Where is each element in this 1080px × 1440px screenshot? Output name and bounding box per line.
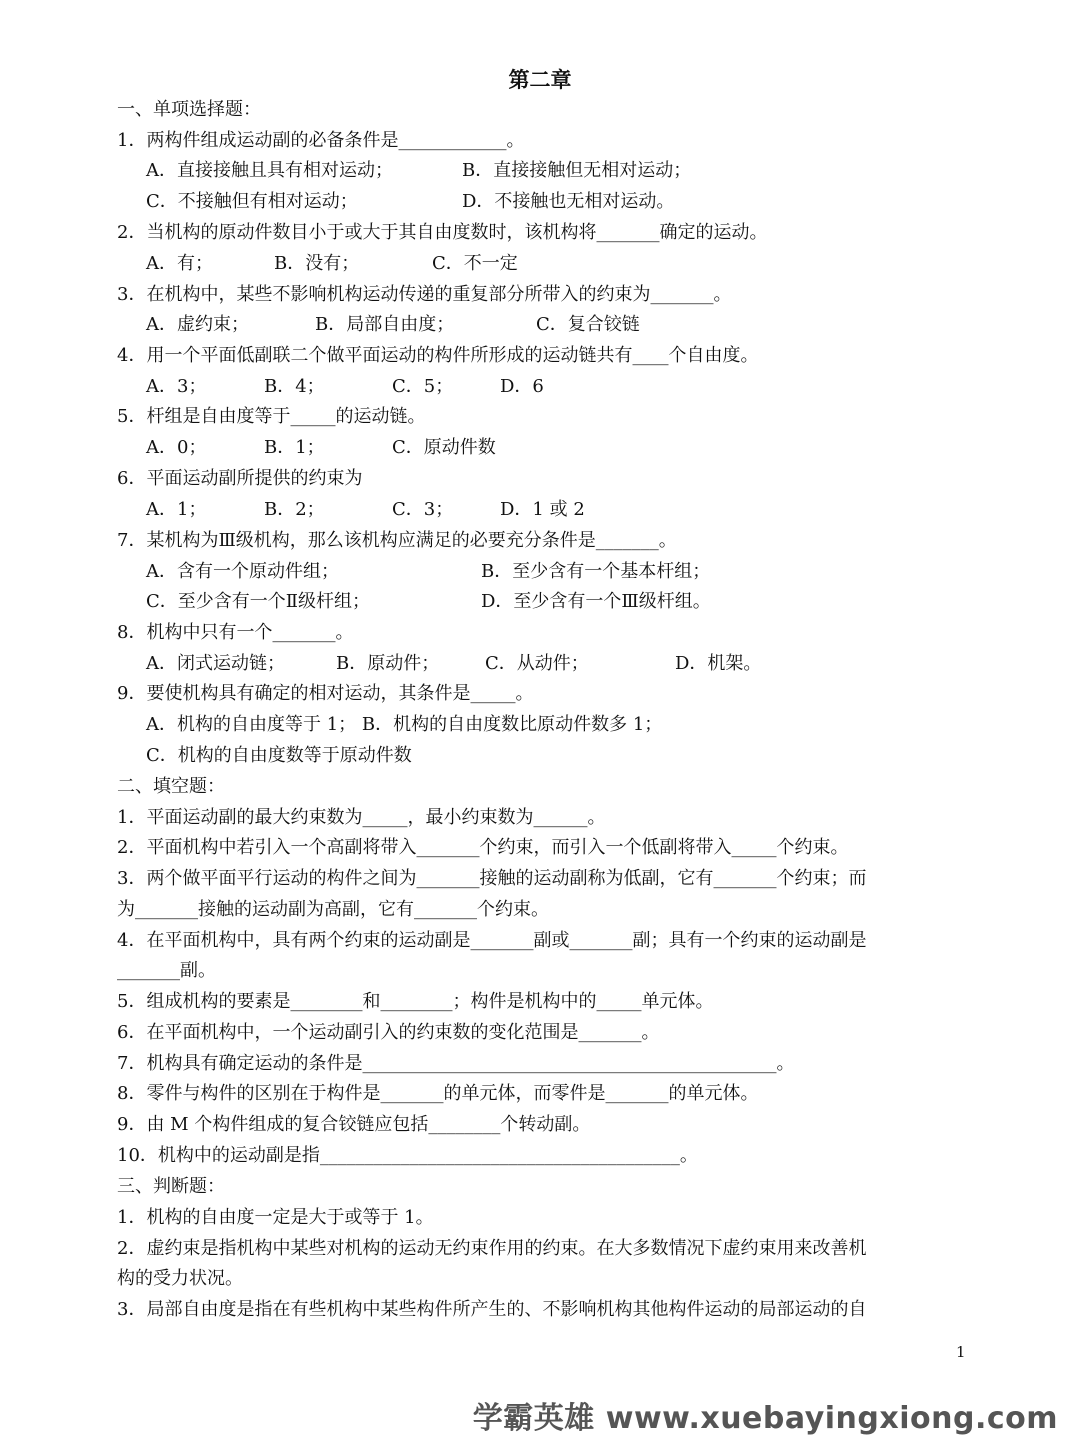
- q5-options: [146, 436, 496, 460]
- fill-item-4-line2: _______副。: [117, 960, 216, 981]
- fill-item-8: 8．零件与构件的区别在于构件是_______的单元体，而零件是_______的单元体。: [117, 1083, 759, 1104]
- q6-option-a: A．1；: [146, 499, 207, 520]
- fill-item-6: 6．在平面机构中，一个运动副引入的约束数的变化范围是_______。: [117, 1022, 660, 1043]
- q6-option-c: C．3；: [392, 499, 454, 520]
- fill-item-1: 1．平面运动副的最大约束数为_____，最小约束数为______。: [117, 807, 606, 828]
- fill-item-10: 10．机构中的运动副是指________________________________________。: [117, 1145, 698, 1166]
- fill-item-4-line1: 4．在平面机构中，具有两个约束的运动副是_______副或_______副；具有一个约束的运动副是: [117, 930, 867, 951]
- q2-options: [146, 252, 518, 276]
- q6-stem: 6．平面运动副所提供的约束为: [117, 468, 363, 489]
- q3-option-a: A．虚约束；: [146, 314, 249, 335]
- watermark: 学霸英雄 www.xuebayingxiong.com: [472, 1401, 1058, 1436]
- q4-option-d: D．6: [500, 376, 544, 397]
- q6-option-b: B．2；: [264, 499, 325, 520]
- page-number: 1: [956, 1343, 966, 1361]
- q4-options: [146, 375, 544, 399]
- chapter-title: 第二章: [508, 68, 572, 92]
- fill-item-7: 7．机构具有确定运动的条件是______________________________________________。: [117, 1053, 795, 1074]
- q1-option-d: D．不接触也无相对运动。: [462, 191, 675, 212]
- q3-options: [146, 313, 640, 337]
- q8-option-b: B．原动件；: [336, 653, 440, 674]
- q9-options-ab: A．机构的自由度等于 1； B．机构的自由度数比原动件数多 1；: [146, 714, 663, 735]
- q8-option-d: D．机架。: [675, 653, 762, 674]
- judge-item-2-line2: 构的受力状况。: [117, 1268, 243, 1289]
- q5-option-a: A．0；: [146, 437, 207, 458]
- q1-option-c: C．不接触但有相对运动；: [146, 191, 358, 212]
- q9-option-c: C．机构的自由度数等于原动件数: [146, 745, 412, 766]
- fill-item-3-line2: 为_______接触的运动副为高副，它有_______个约束。: [117, 899, 549, 920]
- fill-item-5: 5．组成机构的要素是________和________；构件是机构中的_____单元体。: [117, 991, 714, 1012]
- q8-option-a: A．闭式运动链；: [146, 653, 285, 674]
- q1-option-a: A．直接接触且具有相对运动；: [146, 160, 393, 181]
- q3-option-c: C．复合铰链: [536, 314, 640, 335]
- q1-options-row1: [146, 159, 691, 183]
- q2-option-a: A．有；: [146, 253, 213, 274]
- judge-item-2-line1: 2．虚约束是指机构中某些对机构的运动无约束作用的约束。在大多数情况下虚约束用来改善机: [117, 1238, 867, 1259]
- section-heading-judge: 三、判断题：: [117, 1176, 225, 1197]
- section-heading-choice: 一、单项选择题：: [117, 99, 261, 120]
- q7-stem: 7．某机构为Ⅲ级机构，那么该机构应满足的必要充分条件是_______。: [117, 530, 677, 551]
- q6-options: [146, 498, 585, 522]
- q7-option-d: D．至少含有一个Ⅲ级杆组。: [481, 591, 711, 612]
- fill-item-2: 2．平面机构中若引入一个高副将带入_______个约束，而引入一个低副将带入_____个约束。: [117, 837, 849, 858]
- fill-item-9: 9．由 M 个构件组成的复合铰链应包括________个转动副。: [117, 1114, 591, 1135]
- q7-option-a: A．含有一个原动件组；: [146, 561, 339, 582]
- q9-stem: 9．要使机构具有确定的相对运动，其条件是_____。: [117, 683, 534, 704]
- q7-options-row2: [146, 590, 711, 614]
- judge-item-3-line1: 3．局部自由度是指在有些机构中某些构件所产生的、不影响机构其他构件运动的局部运动的自: [117, 1299, 867, 1320]
- q7-option-c: C．至少含有一个Ⅱ级杆组；: [146, 591, 371, 612]
- q4-option-b: B．4；: [264, 376, 325, 397]
- q8-options: [146, 652, 761, 676]
- q1-option-b: B．直接接触但无相对运动；: [462, 160, 692, 181]
- q1-options-row2: [146, 190, 674, 214]
- q3-stem: 3．在机构中，某些不影响机构运动传递的重复部分所带入的约束为_______。: [117, 284, 732, 305]
- q4-stem: 4．用一个平面低副联二个做平面运动的构件所形成的运动链共有____个自由度。: [117, 345, 759, 366]
- q1-stem: 1．两构件组成运动副的必备条件是____________。: [117, 130, 525, 151]
- q4-option-c: C．5；: [392, 376, 454, 397]
- q6-option-d: D．1 或 2: [500, 499, 585, 520]
- q8-stem: 8．机构中只有一个_______。: [117, 622, 354, 643]
- q5-stem: 5．杆组是自由度等于_____的运动链。: [117, 406, 426, 427]
- q3-option-b: B．局部自由度；: [315, 314, 455, 335]
- q5-option-b: B．1；: [264, 437, 325, 458]
- q2-option-b: B．没有；: [274, 253, 360, 274]
- section-heading-fill: 二、填空题：: [117, 776, 225, 797]
- q7-options-row1: [146, 560, 710, 584]
- q4-option-a: A．3；: [146, 376, 207, 397]
- judge-item-1: 1．机构的自由度一定是大于或等于 1。: [117, 1207, 434, 1228]
- q8-option-c: C．从动件；: [485, 653, 589, 674]
- q2-stem: 2．当机构的原动件数目小于或大于其自由度数时，该机构将_______确定的运动。: [117, 222, 768, 243]
- q7-option-b: B．至少含有一个基本杆组；: [481, 561, 711, 582]
- q5-option-c: C．原动件数: [392, 437, 496, 458]
- q2-option-c: C．不一定: [432, 253, 518, 274]
- fill-item-3-line1: 3．两个做平面平行运动的构件之间为_______接触的运动副称为低副，它有_______个约束；而: [117, 868, 867, 889]
